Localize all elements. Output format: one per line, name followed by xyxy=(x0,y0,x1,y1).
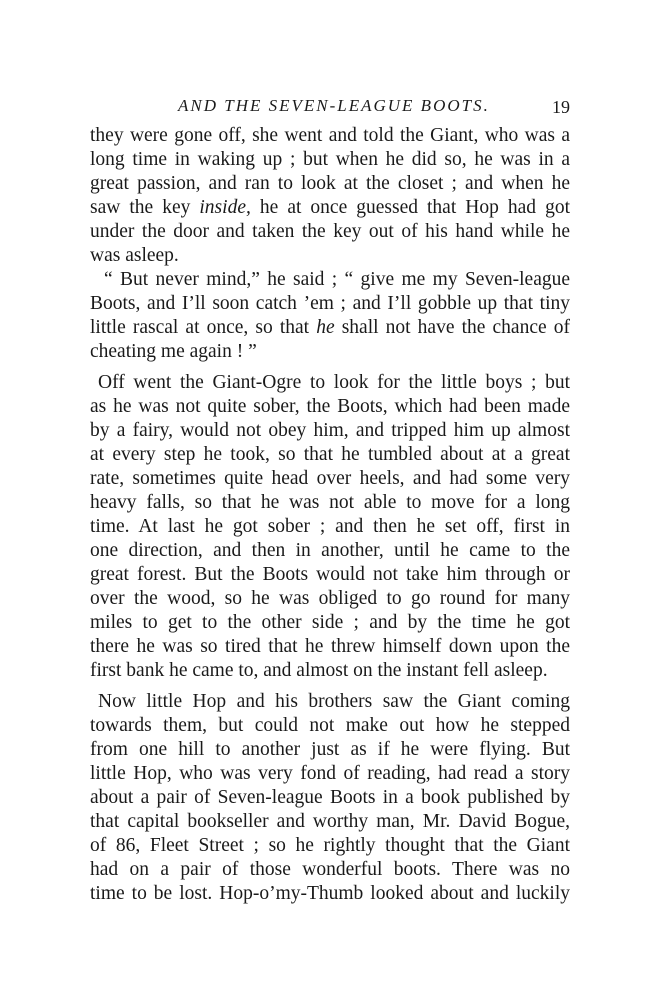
text-line xyxy=(90,196,570,220)
text-line: great forest. But the Boots would not take him through or xyxy=(90,564,570,585)
text-line: miles to get to the other side ; and by the time he got xyxy=(90,612,570,633)
text-line: rate, sometimes quite head over heels, and had some very xyxy=(90,468,570,489)
text-line: first bank he came to, and almost on the instant fell asleep. xyxy=(90,660,548,681)
text-line: there he was so tired that he threw himself down upon the xyxy=(90,636,570,657)
text-line: over the wood, so he was obliged to go round for many xyxy=(90,588,570,609)
text-line: that capital bookseller and worthy man, Mr. David Bogue, xyxy=(90,811,570,832)
italic-word: inside, xyxy=(199,197,251,218)
text-line: long time in waking up ; but when he did so, he was in a xyxy=(90,149,570,170)
text-line: little Hop, who was very fond of reading, had read a story xyxy=(90,763,570,784)
page-number: 19 xyxy=(552,97,570,117)
text-line: great passion, and ran to look at the closet ; and when he xyxy=(90,173,570,194)
text-line: was asleep. xyxy=(90,245,179,266)
text-line: had on a pair of those wonderful boots. There was no xyxy=(90,859,570,880)
text-run: shall not have the chance of xyxy=(334,317,571,338)
text-line: of 86, Fleet Street ; so he rightly thought that the Giant xyxy=(90,835,570,856)
text-line: Off went the Giant-Ogre to look for the little boys ; but xyxy=(98,372,570,393)
text-line xyxy=(90,316,570,340)
running-head xyxy=(90,96,570,120)
running-title: AND THE SEVEN-LEAGUE BOOTS. xyxy=(178,96,490,115)
text-line: from one hill to another just as if he were flying. But xyxy=(90,739,570,760)
text-line: one direction, and then in another, until he came to the xyxy=(90,540,570,561)
italic-word: he xyxy=(316,317,335,338)
text-line: about a pair of Seven-league Boots in a book published by xyxy=(90,787,570,808)
text-line: Boots, and I’ll soon catch ’em ; and I’ll gobble up that tiny xyxy=(90,293,570,314)
text-line: heavy falls, so that he was not able to move for a long xyxy=(90,492,570,513)
text-line: time to be lost. Hop-o’my-Thumb looked about and luckily xyxy=(90,883,570,904)
text-line: they were gone off, she went and told the Giant, who was a xyxy=(90,125,570,146)
text-line: cheating me again ! ” xyxy=(90,341,257,362)
body-text xyxy=(90,124,570,906)
text-line: under the door and taken the key out of his hand while he xyxy=(90,221,570,242)
text-run: he at once guessed that Hop had got xyxy=(250,197,570,218)
text-line: at every step he took, so that he tumbled about at a great xyxy=(90,444,570,465)
text-line: time. At last he got sober ; and then he set off, first in xyxy=(90,516,570,537)
text-line: towards them, but could not make out how he stepped xyxy=(90,715,570,736)
text-run: little rascal at once, so that xyxy=(90,317,317,338)
text-line: as he was not quite sober, the Boots, which had been made xyxy=(90,396,570,417)
text-line: by a fairy, would not obey him, and tripped him up almost xyxy=(90,420,570,441)
text-run: saw the key xyxy=(90,197,200,218)
text-line: “ But never mind,” he said ; “ give me my Seven-league xyxy=(104,269,570,290)
text-line: Now little Hop and his brothers saw the Giant coming xyxy=(98,691,570,712)
